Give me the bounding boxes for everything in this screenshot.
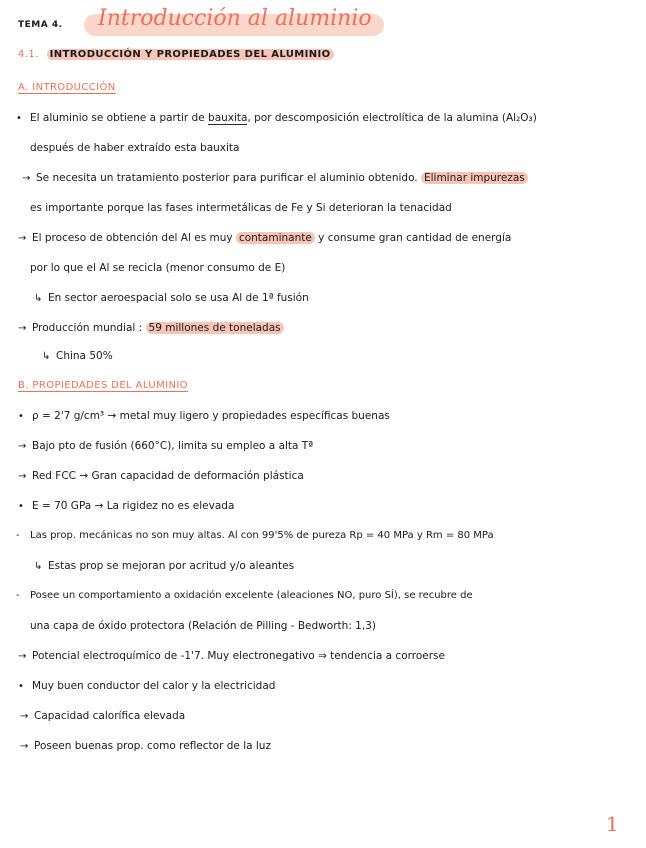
list-item: - Las prop. mecánicas no son muy altas. Al con 99'5% de pureza Rp = 40 MPa y Rm = 80 MPa xyxy=(16,530,494,541)
bullet-icon: • xyxy=(18,501,24,512)
bullet-icon: • xyxy=(18,681,24,692)
list-item: ↳ Estas prop se mejoran por acritud y/o aleantes xyxy=(34,560,295,572)
section-title: INTRODUCCIÓN Y PROPIEDADES DEL ALUMINIO xyxy=(47,49,334,60)
section-number: 4.1. xyxy=(18,49,39,60)
sub-arrow-icon: ↳ xyxy=(42,351,51,362)
list-item: ↳ En sector aeroespacial solo se usa Al de 1ª fusión xyxy=(34,292,309,304)
list-item: → Producción mundial : 59 millones de toneladas xyxy=(18,322,284,334)
bullet-icon: • xyxy=(16,113,22,124)
bullet-icon: • xyxy=(18,411,24,422)
list-item: • E = 70 GPa → La rigidez no es elevada xyxy=(18,500,235,512)
list-item: - Posee un comportamiento a oxidación excelente (aleaciones NO, puro SÍ), se recubre de xyxy=(16,590,473,601)
list-item: → Red FCC → Gran capacidad de deformación plástica xyxy=(18,470,304,482)
list-item: • El aluminio se obtiene a partir de bauxita, por descomposición electrolítica de la alumina (Al₂O₃) xyxy=(16,112,537,124)
arrow-icon: → xyxy=(18,323,27,334)
part-b-heading: B. PROPIEDADES DEL ALUMINIO xyxy=(18,380,188,391)
part-a-heading: A. INTRODUCCIÓN xyxy=(18,82,116,93)
sub-arrow-icon: ↳ xyxy=(34,561,43,572)
page-number: 1 xyxy=(606,812,619,836)
list-item: → Se necesita un tratamiento posterior para purificar el aluminio obtenido. Eliminar impurezas xyxy=(22,172,528,184)
list-item: → Potencial electroquímico de -1'7. Muy electronegativo ⇒ tendencia a corroerse xyxy=(18,650,445,662)
dash-icon: - xyxy=(16,530,20,541)
arrow-icon: → xyxy=(18,471,27,482)
list-item: una capa de óxido protectora (Relación de Pilling - Bedworth: 1,3) xyxy=(30,620,376,632)
list-item: → Capacidad calorífica elevada xyxy=(20,710,186,722)
list-item: → El proceso de obtención del Al es muy contaminante y consume gran cantidad de energía xyxy=(18,232,512,244)
dash-icon: - xyxy=(16,590,20,601)
list-item: ↳ China 50% xyxy=(42,350,113,362)
arrow-icon: → xyxy=(18,441,27,452)
arrow-icon: → xyxy=(18,233,27,244)
list-item: → Poseen buenas prop. como reflector de la luz xyxy=(20,740,271,752)
arrow-icon: → xyxy=(20,711,29,722)
list-item: • ρ = 2'7 g/cm³ → metal muy ligero y propiedades específicas buenas xyxy=(18,410,390,422)
sub-arrow-icon: ↳ xyxy=(34,293,43,304)
page-title: Introducción al aluminio xyxy=(98,6,372,31)
arrow-icon: → xyxy=(18,651,27,662)
list-item: por lo que el Al se recicla (menor consumo de E) xyxy=(30,262,286,274)
list-item: → Bajo pto de fusión (660°C), limita su empleo a alta Tª xyxy=(18,440,314,452)
list-item: después de haber extraído esta bauxita xyxy=(30,142,240,154)
arrow-icon: → xyxy=(20,741,29,752)
section-heading xyxy=(18,49,334,60)
list-item: es importante porque las fases intermetálicas de Fe y Si deterioran la tenacidad xyxy=(30,202,452,214)
topic-label: TEMA 4. xyxy=(18,20,63,30)
list-item: • Muy buen conductor del calor y la electricidad xyxy=(18,680,276,692)
arrow-icon: → xyxy=(22,173,31,184)
